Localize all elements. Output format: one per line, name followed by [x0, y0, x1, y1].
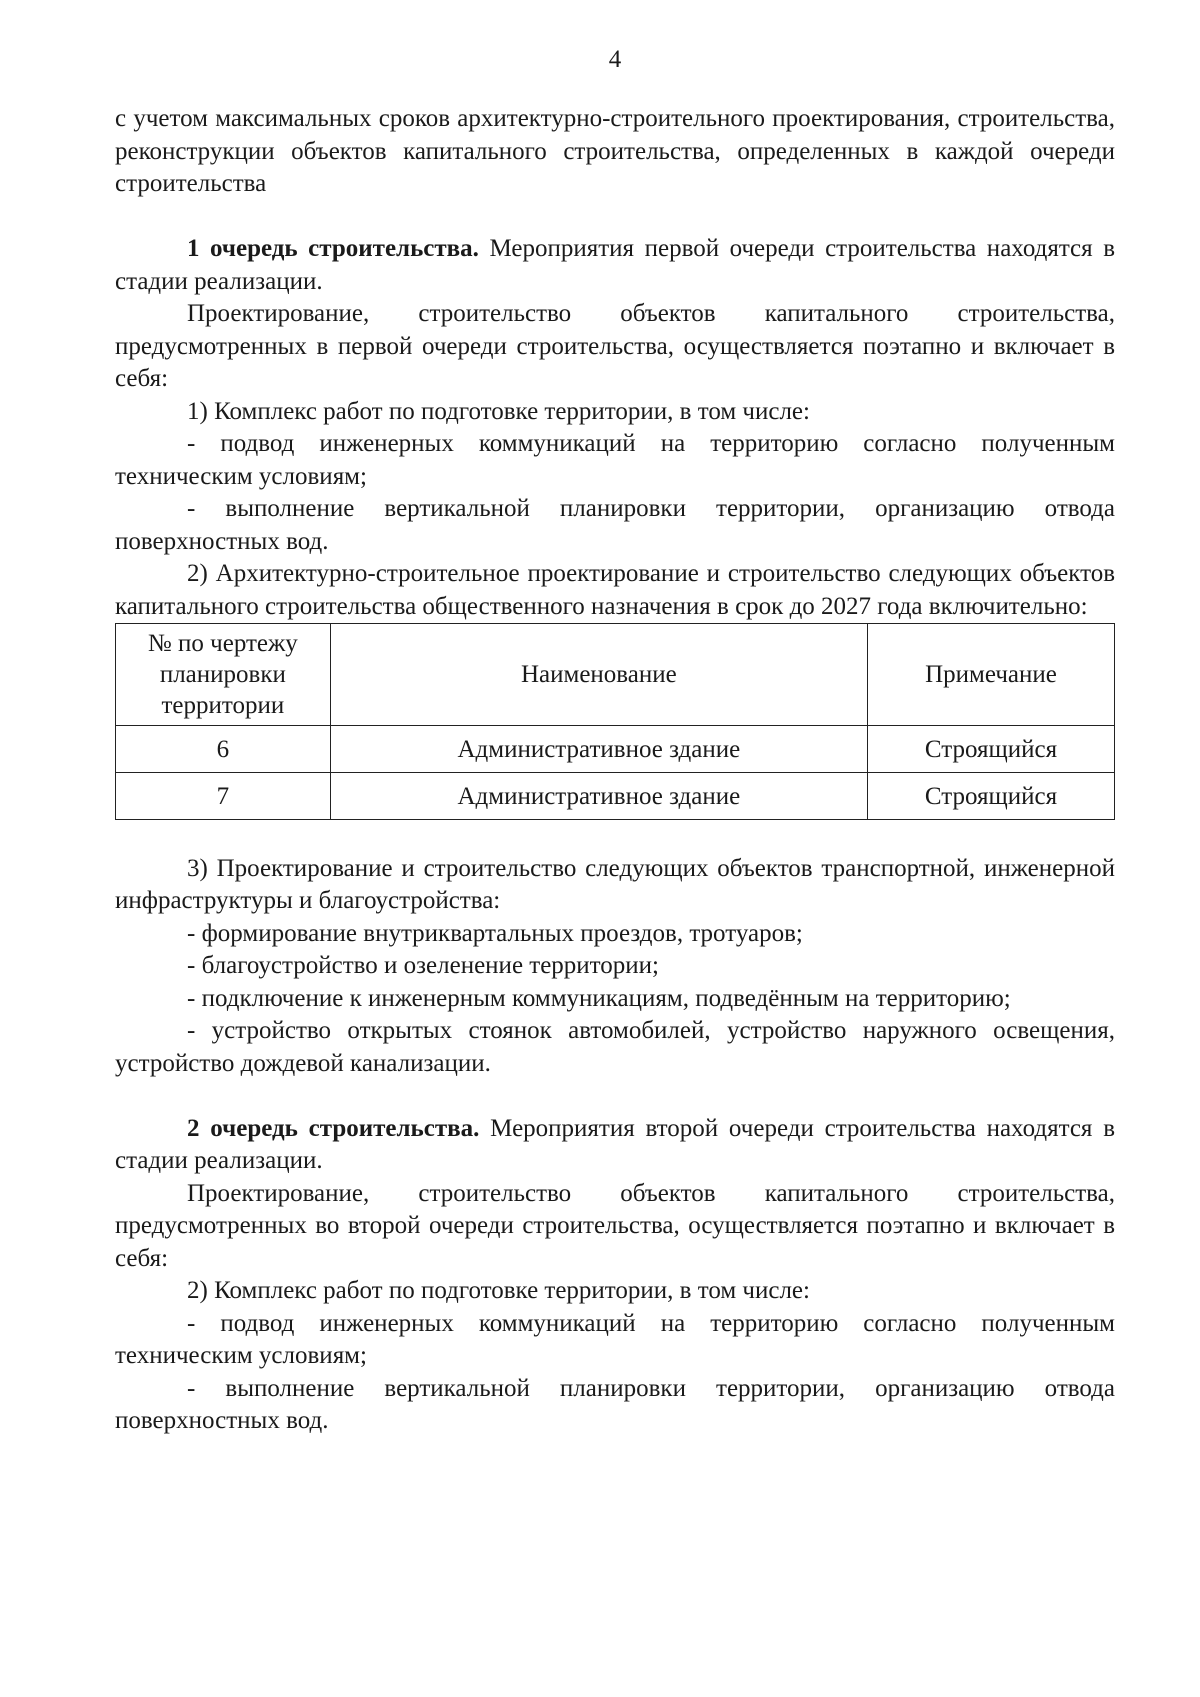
- intro-paragraph: с учетом максимальных сроков архитектурно-строительного проектирования, строительства, реконструкции объектов капитального строительства, определенных в каждой очереди строительства: [115, 105, 1115, 197]
- objects-table: [115, 623, 1115, 820]
- stage2-heading: 2 очередь строительства.: [187, 1114, 480, 1142]
- stage2-item2-b: - выполнение вертикальной планировки территории, организацию отвода поверхностных вод.: [115, 1374, 1115, 1434]
- table-header-row: [116, 624, 1115, 726]
- table-header-name: Наименование: [330, 624, 867, 726]
- stage2-design-paragraph: Проектирование, строительство объектов капитального строительства, предусмотренных во второй очереди строительства, осуществляется поэтапно и включает в себя:: [115, 1179, 1115, 1272]
- table-cell-number: 6: [116, 726, 331, 773]
- stage2-heading-rest: Мероприятия второй очереди строительства находятся в стадии реализации.: [115, 1114, 1116, 1174]
- spacer: [115, 1080, 1115, 1113]
- stage1-item3-c: - подключение к инженерным коммуникациям, подведённым на территорию;: [187, 984, 1011, 1012]
- stage1-item1-a: - подвод инженерных коммуникаций на территорию согласно полученным техническим условиям;: [115, 430, 1115, 490]
- table-cell-note: Строящийся: [868, 773, 1115, 820]
- stage1-item2: 2) Архитектурно-строительное проектирование и строительство следующих объектов капитального строительства общественного назначения в срок до 2027 года включительно:: [115, 560, 1115, 620]
- stage1-item3: 3) Проектирование и строительство следующих объектов транспортной, инженерной инфраструктуры и благоустройства:: [115, 854, 1115, 914]
- table-header-note: Примечание: [868, 624, 1115, 726]
- table-header-drawing-number: № по чертежу планировки территории: [116, 624, 331, 726]
- stage1-design-paragraph: Проектирование, строительство объектов капитального строительства, предусмотренных в первой очереди строительства, осуществляется поэтапно и включает в себя:: [115, 300, 1115, 392]
- stage1-item3-d: - устройство открытых стоянок автомобилей, устройство наружного освещения, устройство дождевой канализации.: [115, 1017, 1115, 1077]
- spacer: [115, 201, 1115, 234]
- stage1-heading-paragraph: [115, 233, 1115, 298]
- stage1-item3-a: - формирование внутриквартальных проездов, тротуаров;: [187, 919, 803, 947]
- stage2-item2: 2) Комплекс работ по подготовке территории, в том числе:: [187, 1277, 810, 1304]
- spacer: [115, 820, 1115, 853]
- stage1-heading: 1 очередь строительства.: [187, 235, 479, 262]
- stage1-item1-b: - выполнение вертикальной планировки территории, организацию отвода поверхностных вод.: [115, 495, 1115, 555]
- stage2-heading-paragraph: [115, 1113, 1115, 1178]
- document-body: [115, 103, 1115, 1438]
- stage1-item3-b: - благоустройство и озеленение территории;: [187, 952, 659, 979]
- table-cell-number: 7: [116, 773, 331, 820]
- table-cell-note: Строящийся: [868, 726, 1115, 773]
- stage1-item1: 1) Комплекс работ по подготовке территории, в том числе:: [187, 397, 810, 425]
- table-row: [116, 726, 1115, 773]
- table-row: [116, 773, 1115, 820]
- stage2-item2-a: - подвод инженерных коммуникаций на территорию согласно полученным техническим условиям;: [115, 1309, 1115, 1369]
- table-cell-name: Административное здание: [330, 773, 867, 820]
- page-number: 4: [608, 46, 622, 73]
- table-cell-name: Административное здание: [330, 726, 867, 773]
- stage1-heading-rest: Мероприятия первой очереди строительства находятся в стадии реализации.: [115, 235, 1116, 295]
